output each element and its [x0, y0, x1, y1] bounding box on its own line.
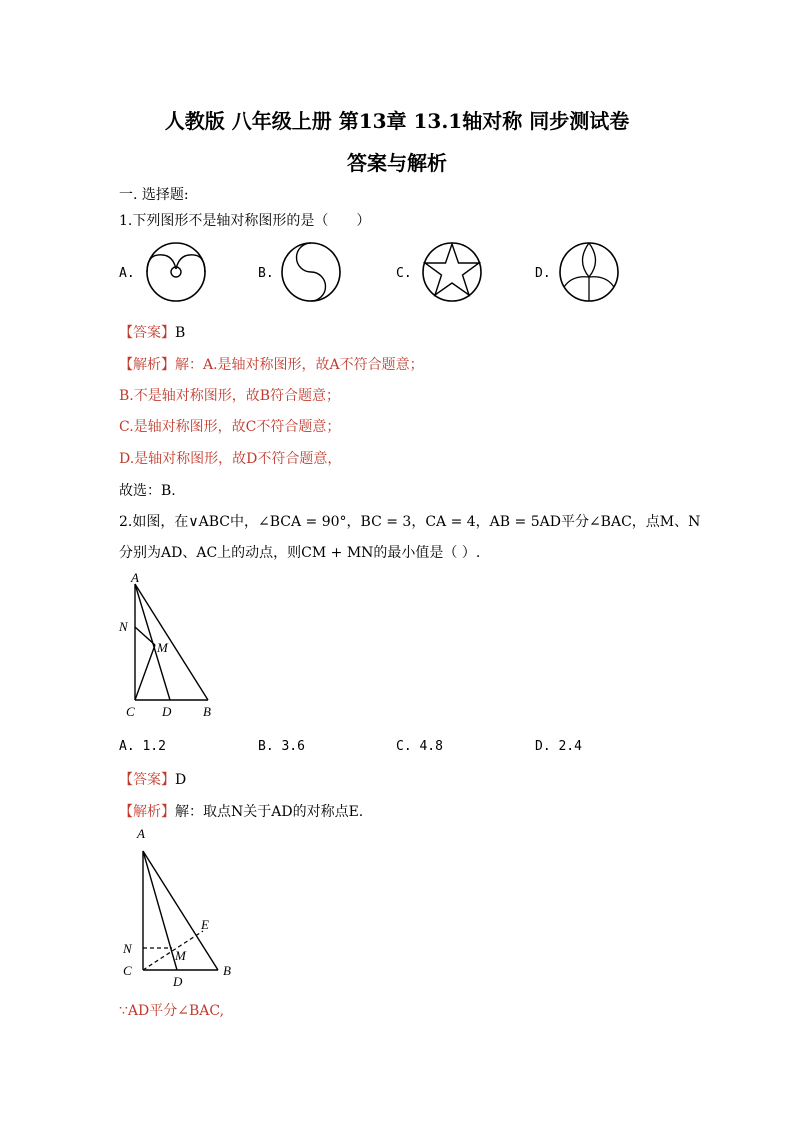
q2-option-a-value: 1.2 — [142, 739, 166, 754]
q1-analysis-3: C.是轴对称图形，故C不符合题意； — [119, 419, 341, 435]
q2-option-d-letter: D. — [535, 739, 551, 754]
q1-option-a-label: A. — [119, 266, 135, 281]
q1-conclusion: 故选：B. — [119, 483, 176, 499]
q2-analysis — [119, 801, 363, 821]
q2-option-b[interactable] — [258, 739, 305, 754]
fig1-label-m: M — [157, 640, 168, 655]
q1-analysis-1 — [119, 354, 424, 374]
q2-answer-tag: 【答案】 — [119, 772, 175, 788]
fig2-label-n: N — [123, 941, 132, 956]
q2-answer-value: D — [175, 772, 187, 788]
title-line-2: 答案与解析 — [347, 151, 447, 175]
fig2-label-c: C — [123, 963, 132, 978]
q2-option-a[interactable] — [119, 739, 166, 754]
q1-figure-a — [145, 241, 207, 303]
q1-answer — [119, 322, 185, 342]
fig2-label-e: E — [201, 917, 209, 932]
q2-option-d[interactable] — [535, 739, 582, 754]
q2-option-a-letter: A. — [119, 739, 135, 754]
q2-option-b-letter: B. — [258, 739, 274, 754]
q1-analysis-4: D.是轴对称图形，故D不符合题意， — [119, 451, 342, 467]
q1-answer-value: B — [175, 325, 186, 341]
fig1-label-c: C — [126, 704, 135, 719]
fig1-label-a: A — [131, 570, 139, 585]
q2-option-c[interactable] — [396, 739, 443, 754]
q1-option-c-label: C. — [396, 266, 412, 281]
q2-option-c-letter: C. — [396, 739, 412, 754]
fig2-label-d: D — [173, 974, 183, 989]
fig1-label-n: N — [119, 619, 128, 634]
q2-option-b-value: 3.6 — [281, 739, 305, 754]
q2-option-c-value: 4.8 — [419, 739, 443, 754]
q1-analysis-2: B.不是轴对称图形，故B符合题意； — [119, 388, 341, 404]
q2-answer — [119, 769, 186, 789]
q2-last-line: ∵AD平分∠BAC, — [119, 1003, 225, 1019]
q1-stem: 1.下列图形不是轴对称图形的是（ ） — [119, 213, 371, 229]
q1-analysis-text-1: 解：A.是轴对称图形，故A不符合题意； — [175, 357, 424, 373]
fig2-label-b: B — [223, 963, 231, 978]
fig2-label-a: A — [137, 826, 145, 841]
title-line-1: 人教版 八年级上册 第13章 13.1轴对称 同步测试卷 — [164, 109, 630, 133]
q1-option-b-label: B. — [258, 266, 274, 281]
q1-figure-c — [421, 241, 483, 303]
q1-option-d-label: D. — [535, 266, 551, 281]
q2-analysis-text: 解：取点N关于AD的对称点E. — [175, 804, 364, 820]
section-heading: 一. 选择题: — [119, 187, 189, 203]
fig2-label-m: M — [175, 948, 186, 963]
q1-figure-d — [558, 241, 620, 303]
q2-analysis-tag: 【解析】 — [119, 804, 175, 820]
q1-figure-b — [280, 241, 342, 303]
q2-figure — [115, 568, 225, 720]
fig1-label-d: D — [162, 704, 172, 719]
analysis-tag: 【解析】 — [119, 357, 175, 373]
answer-tag: 【答案】 — [119, 325, 175, 341]
q2-option-d-value: 2.4 — [558, 739, 582, 754]
q2-stem-1: 2.如图，在∨ABC中，∠BCA = 90°，BC = 3，CA = 4，AB = 5AD平分∠BAC，点M、N — [119, 514, 701, 530]
q2-solution-figure — [115, 825, 245, 990]
fig1-label-b: B — [203, 704, 211, 719]
q2-stem-2: 分别为AD、AC上的动点，则CM + MN的最小值是（ ）. — [119, 545, 481, 561]
